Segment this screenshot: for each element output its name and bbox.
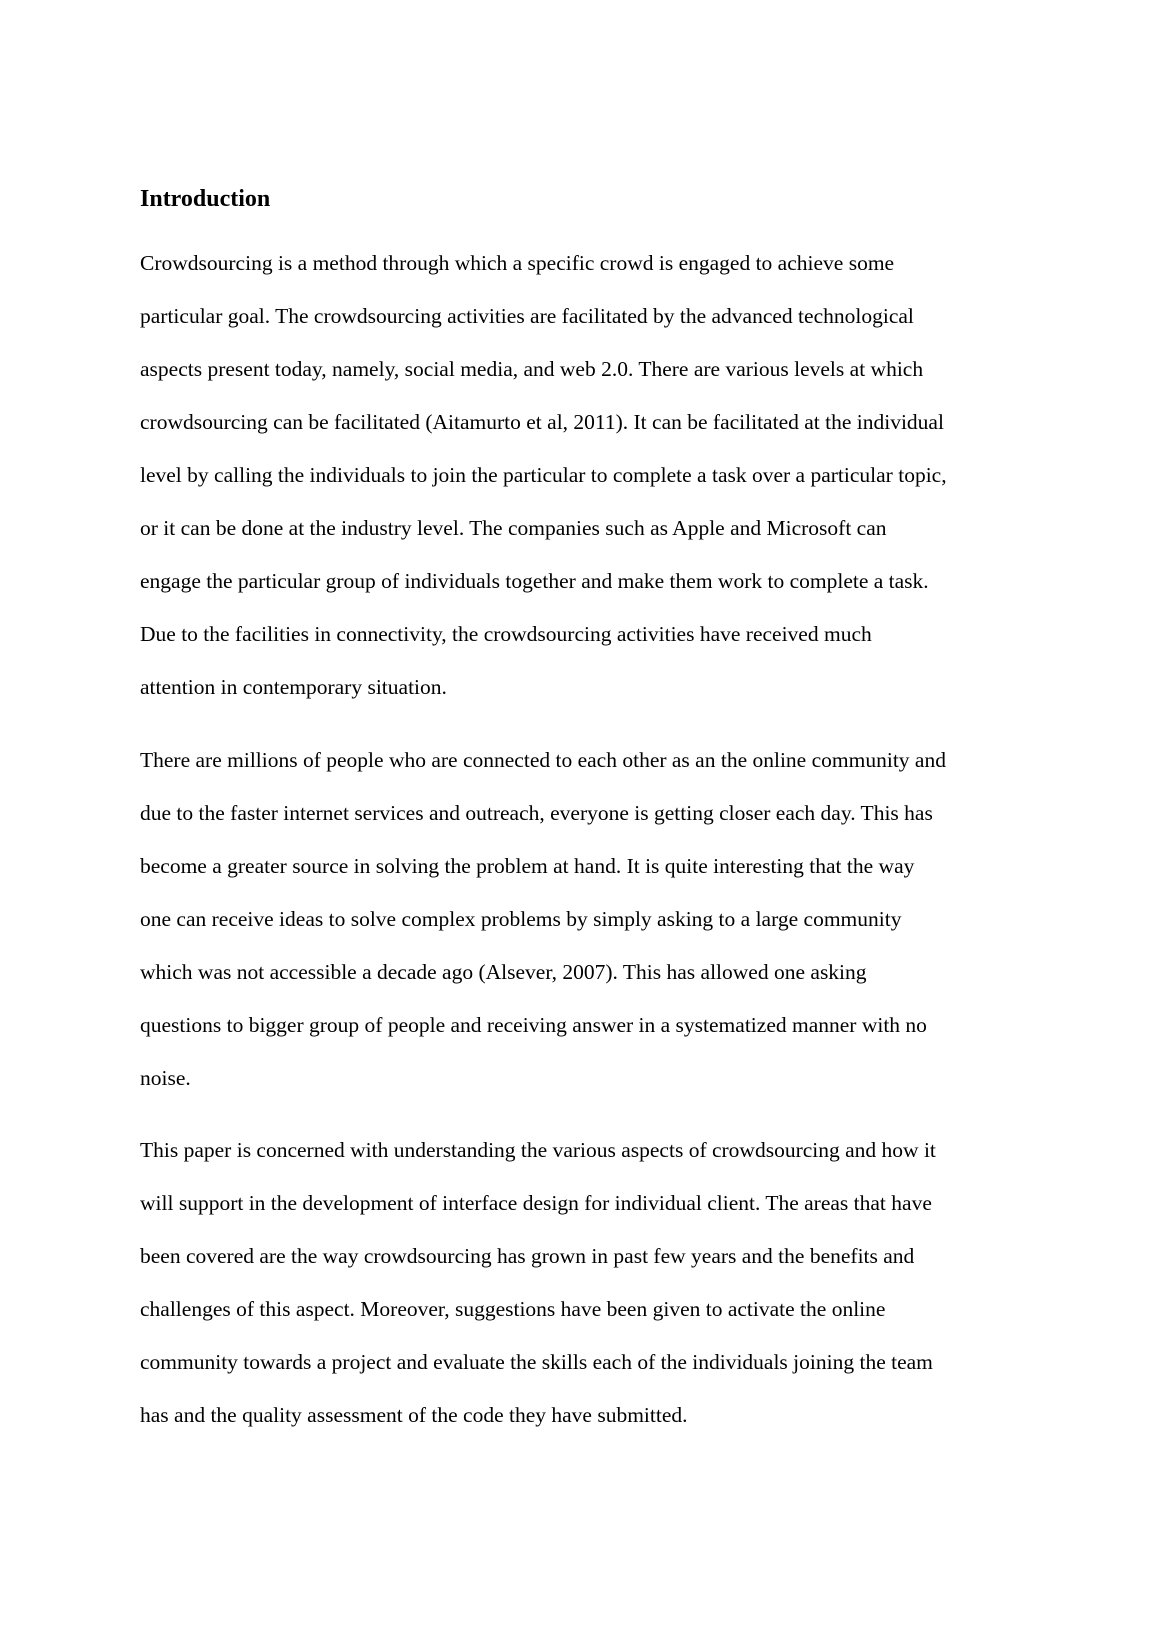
paragraph-line: attention in contemporary situation.: [140, 675, 447, 699]
paragraph-line: community towards a project and evaluate the skills each of the individuals joining the team: [140, 1350, 933, 1374]
paragraph-line: will support in the development of interface design for individual client. The areas that have: [140, 1191, 932, 1215]
paragraph-line: challenges of this aspect. Moreover, suggestions have been given to activate the online: [140, 1297, 886, 1321]
paragraph-line: which was not accessible a decade ago (Alsever, 2007). This has allowed one asking: [140, 960, 867, 984]
paragraph-line: This paper is concerned with understanding the various aspects of crowdsourcing and how it: [140, 1138, 936, 1162]
paragraph-line: crowdsourcing can be facilitated (Aitamurto et al, 2011). It can be facilitated at the individual: [140, 410, 944, 434]
paragraph-line: due to the faster internet services and outreach, everyone is getting closer each day. This has: [140, 801, 933, 825]
paragraph-line: been covered are the way crowdsourcing has grown in past few years and the benefits and: [140, 1244, 915, 1268]
paragraph-line: has and the quality assessment of the code they have submitted.: [140, 1403, 688, 1427]
paragraph-line: level by calling the individuals to join the particular to complete a task over a particular topic,: [140, 463, 947, 487]
paragraph-line: Due to the facilities in connectivity, the crowdsourcing activities have received much: [140, 622, 872, 646]
section-heading: Introduction: [140, 186, 271, 212]
paragraph-line: engage the particular group of individuals together and make them work to complete a task.: [140, 569, 929, 593]
paragraph-line: become a greater source in solving the problem at hand. It is quite interesting that the way: [140, 854, 915, 878]
paragraph-line: aspects present today, namely, social media, and web 2.0. There are various levels at which: [140, 357, 924, 381]
paragraph-line: Crowdsourcing is a method through which a specific crowd is engaged to achieve some: [140, 251, 895, 275]
paragraph-line: one can receive ideas to solve complex problems by simply asking to a large community: [140, 907, 902, 931]
paragraph-line: questions to bigger group of people and receiving answer in a systematized manner with no: [140, 1013, 927, 1037]
paragraph-line: There are millions of people who are connected to each other as an the online community and: [140, 748, 946, 772]
paragraph-line: or it can be done at the industry level. The companies such as Apple and Microsoft can: [140, 516, 887, 540]
paragraph-line: particular goal. The crowdsourcing activities are facilitated by the advanced technological: [140, 304, 914, 328]
paragraph-line: noise.: [140, 1066, 191, 1090]
